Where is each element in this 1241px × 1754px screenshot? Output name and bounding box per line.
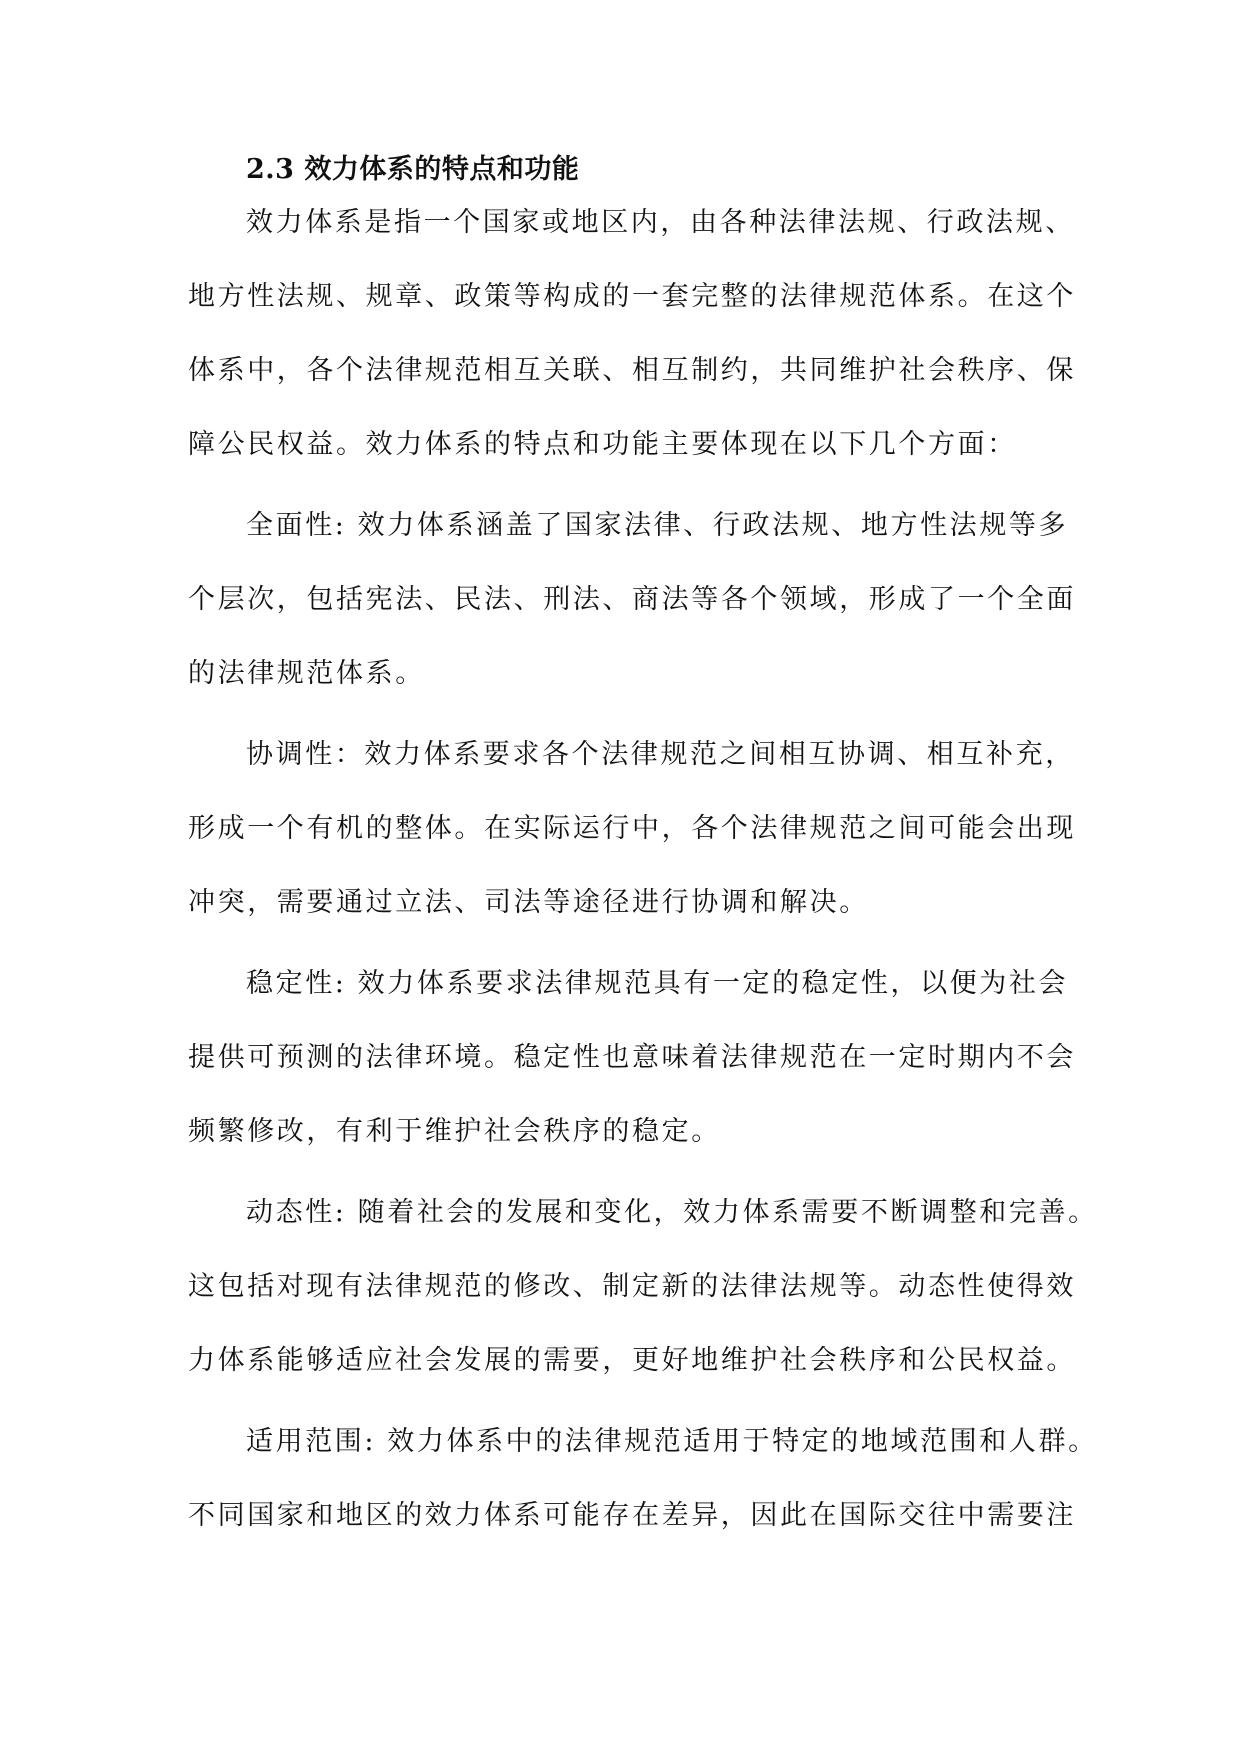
section-heading: 2.3 效力体系的特点和功能 xyxy=(246,154,580,185)
paragraph-line: 提供可预测的法律环境。稳定性也意味着法律规范在一定时期内不会 xyxy=(188,1042,1076,1073)
paragraph-line: 这包括对现有法律规范的修改、制定新的法律法规等。动态性使得效 xyxy=(188,1271,1076,1302)
paragraph-line: 协调性：效力体系要求各个法律规范之间相互协调、相互补充， xyxy=(246,739,1075,770)
paragraph-line: 障公民权益。效力体系的特点和功能主要体现在以下几个方面： xyxy=(188,429,1017,460)
paragraph-line: 动态性: 随着社会的发展和变化，效力体系需要不断调整和完善。 xyxy=(246,1197,1098,1228)
paragraph-line: 稳定性: 效力体系要求法律规范具有一定的稳定性，以便为社会 xyxy=(246,968,1069,999)
paragraph-line: 频繁修改，有利于维护社会秩序的稳定。 xyxy=(188,1116,721,1147)
paragraph-line: 力体系能够适应社会发展的需要，更好地维护社会秩序和公民权益。 xyxy=(188,1345,1076,1376)
paragraph-line: 体系中，各个法律规范相互关联、相互制约，共同维护社会秩序、保 xyxy=(188,355,1076,386)
paragraph-line: 地方性法规、规章、政策等构成的一套完整的法律规范体系。在这个 xyxy=(188,281,1076,312)
paragraph-line: 个层次，包括宪法、民法、刑法、商法等各个领域，形成了一个全面 xyxy=(188,584,1076,615)
paragraph-line: 形成一个有机的整体。在实际运行中，各个法律规范之间可能会出现 xyxy=(188,813,1076,844)
paragraph-line: 的法律规范体系。 xyxy=(188,658,425,689)
paragraph-line: 不同国家和地区的效力体系可能存在差异，因此在国际交往中需要注 xyxy=(188,1500,1076,1531)
paragraph-line: 全面性: 效力体系涵盖了国家法律、行政法规、地方性法规等多 xyxy=(246,510,1069,541)
paragraph-line: 冲突，需要通过立法、司法等途径进行协调和解决。 xyxy=(188,887,869,918)
paragraph-line: 效力体系是指一个国家或地区内，由各种法律法规、行政法规、 xyxy=(246,207,1075,238)
paragraph-line: 适用范围: 效力体系中的法律规范适用于特定的地域范围和人群。 xyxy=(246,1426,1098,1457)
